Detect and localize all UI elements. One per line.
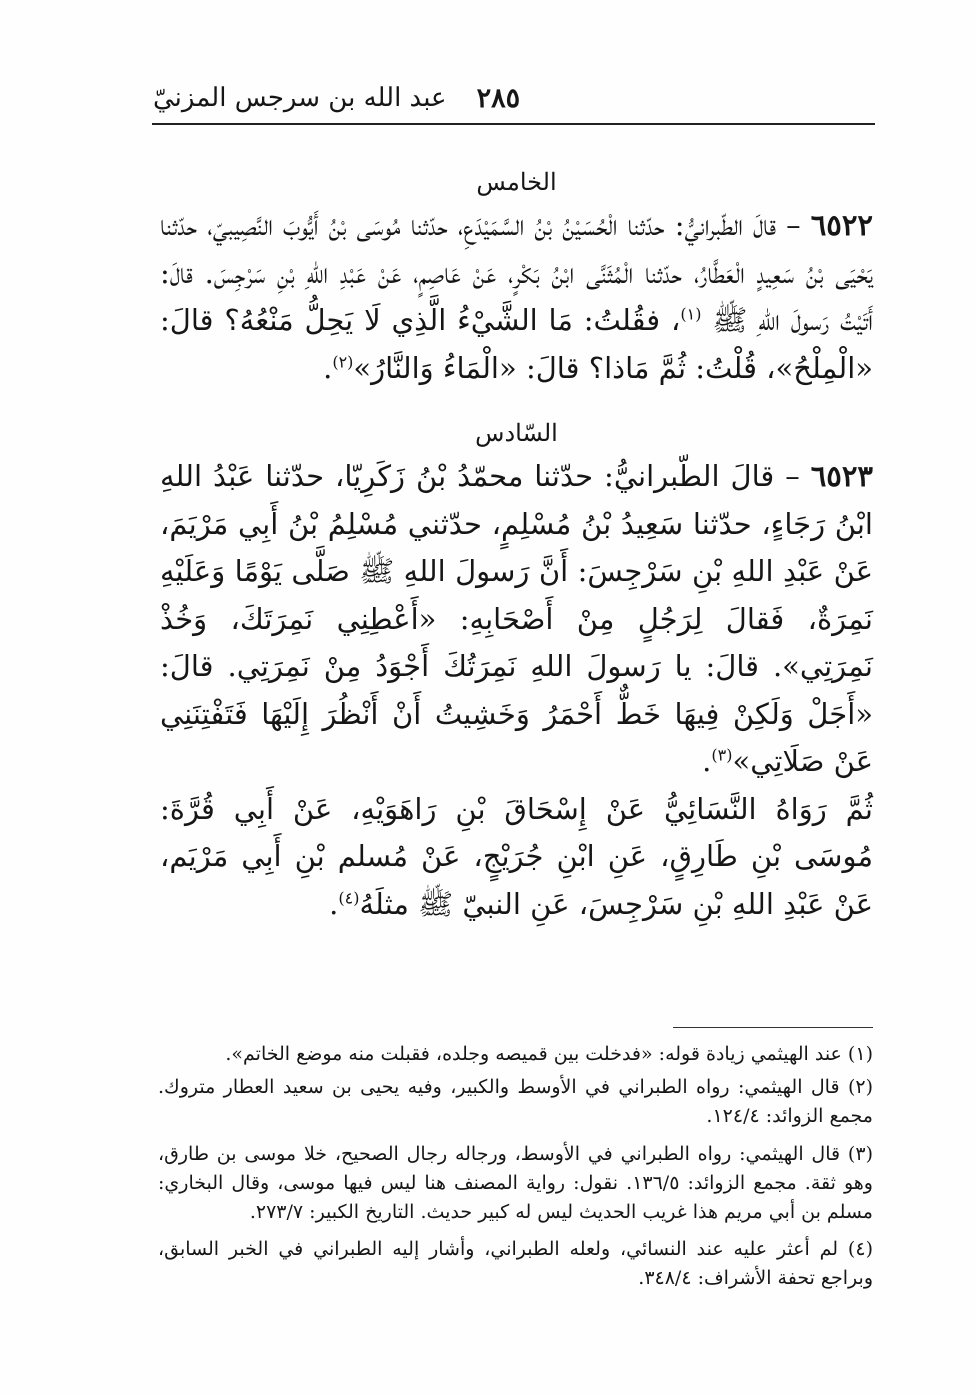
footnote-2: (٢) قال الهيثمي: رواه الطبراني في الأوسط والكبير، وفيه يحيى بن سعيد العطار متروك. مجمع الزوائد: ١٢٤/٤. — [158, 1076, 873, 1127]
section-heading-fifth: الخامس — [476, 168, 557, 196]
nasai-narration — [160, 786, 873, 929]
footnote-ref-3: (٣) — [711, 745, 733, 765]
footnote-ref-2: (٢) — [332, 351, 354, 371]
hadith-6522 — [160, 202, 873, 392]
footnote-4: (٤) لم أعثر عليه عند النسائي، ولعله الطبراني، وأشار إليه الطبراني في الخبر السابق، وبراجع تحفة الأشراف: ٣٤٨/٤. — [158, 1238, 873, 1289]
section-heading-sixth: السّادس — [475, 419, 558, 447]
hadith-end: . — [702, 744, 712, 778]
running-title: عبد الله بن سرجس المزنيّ — [153, 83, 447, 113]
footnote-ref-1: (١) — [680, 304, 702, 324]
hadith-text: – قالَ الطّبرانيُّ: حدّثنا الْحُسَيْنُ بْنُ السَّمَيْدَعِ، حدّثنا مُوسَى بْنُ أَيُّوبَ النَّصِيبيّ، حدّثنا يَحْيَى بْنُ سَعِيدٍ الْعَطَّارُ، حدّثنا الْمُثَنَّى ابْنُ بَكْرٍ، عَنْ عَاصِمٍ، عَنْ عَبْدِ اللهِ بْنِ سَرْجِسَ. قالَ: أَتَيْتُ رَسولَ اللهِ ﷺ — [160, 208, 874, 337]
hadith-end: . — [323, 350, 333, 385]
footnote-ref-4: (٤) — [338, 887, 360, 907]
narration-text: ثُمَّ رَوَاهُ النَّسَائِيُّ عَنْ إِسْحَاقَ بْنِ رَاهَوَيْهِ، عَنْ أَبِي قُرَّةَ: مُوسَى بْنِ طَارِقٍ، عَنِ ابْنِ جُرَيْجٍ، عَنْ مُسلم بْنِ أَبِي مَرْيَم، عَنْ عَبْدِ اللهِ بْنِ سَرْجِسَ، عَنِ النبيّ ﷺ مثلَهُ — [160, 791, 873, 921]
main-text — [160, 162, 873, 928]
footnote-rule — [673, 1027, 873, 1028]
page-number: ٢٨٥ — [476, 82, 521, 114]
hadith-number: ٦٥٢٢ — [810, 208, 873, 242]
hadith-text: – قالَ الطّبرانيُّ: حدّثنا محمّدُ بْنُ زَكَرِيّا، حدّثنا عَبْدُ اللهِ ابْنُ رَجَاءٍ، حدّثنا سَعِيدُ بْنُ مُسْلِمٍ، حدّثني مُسْلِمُ بْنُ أَبِي مَرْيَمَ، عَنْ عَبْدِ اللهِ بْنِ سَرْجِسَ: أَنَّ رَسولَ اللهِ ﷺ صَلَّى يَوْمًا وَعَلَيْهِ نَمِرَةٌ، فَقالَ لِرَجُلٍ مِنْ أَصْحَابِهِ: «أَعْطِنِي نَمِرَتَكَ، وَخُذْ نَمِرَتِي». قالَ: يا رَسولَ اللهِ نَمِرَتُكَ أَجْوَدُ مِنْ نَمِرَتِي. قالَ: «أَجَلْ وَلَكِنْ فِيهَا خَطٌّ أَحْمَرُ وَخَشِيتُ أَنْ أَنْظُرَ إِلَيْهَا فَتَفْتِنَنِي عَنْ صَلَاتِي» — [160, 459, 873, 778]
footnote-1: (١) عند الهيثمي زيادة قوله: «فدخلت بين قميصه وجلده، فقبلت منه موضع الخاتم». — [225, 1043, 873, 1065]
footnotes — [158, 1040, 873, 1297]
hadith-number: ٦٥٢٣ — [810, 459, 873, 493]
page-header — [153, 78, 873, 118]
hadith-6523 — [160, 453, 873, 786]
header-rule — [152, 123, 875, 125]
footnote-3: (٣) قال الهيثمي: رواه الطبراني في الأوسط، ورجاله رجال الصحيح، خلا موسى بن طارق، وهو ثقة. مجمع الزوائد: ١٣٦/٥. نقول: رواية المصنف هنا ليس فيها موسى، وقال البخاري: مسلم بن أبي مريم هذا غريب الحديث ليس له كبير حديث. التاريخ الكبير: ٢٧٣/٧. — [158, 1143, 873, 1223]
hadith-text-continued: ، فقُلتُ: مَا الشَّيْءُ الَّذِي لَا يَحِلُّ مَنْعُهُ؟ قالَ: «الْمِلْحُ»، قُلْتُ: ثُمَّ مَاذا؟ قالَ: «الْمَاءُ وَالنَّارُ» — [160, 303, 873, 385]
narration-end: . — [329, 886, 339, 921]
